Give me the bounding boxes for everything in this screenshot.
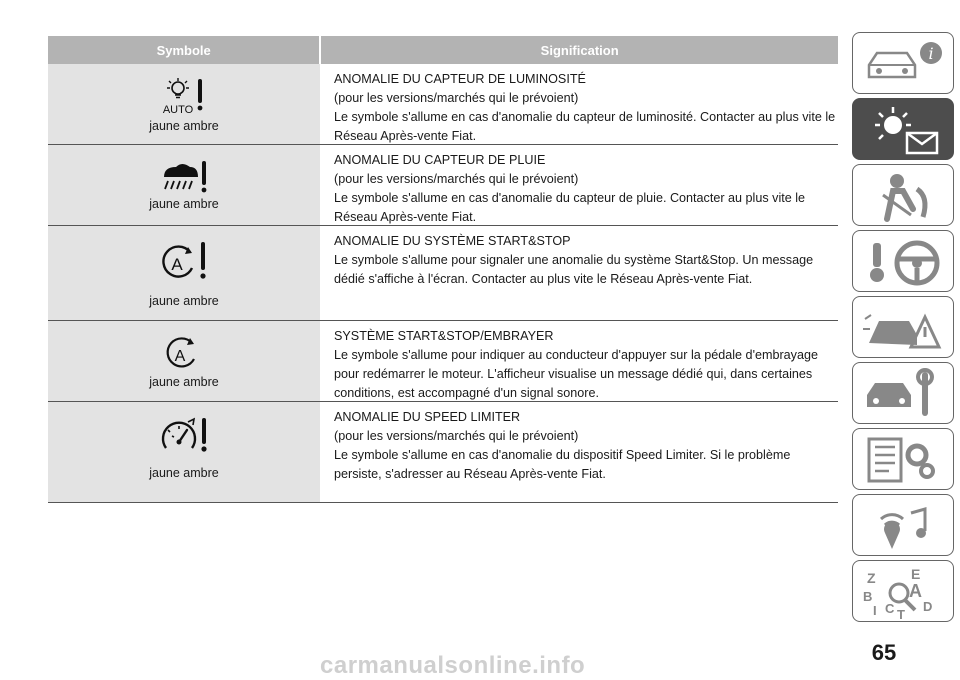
symbol-cell xyxy=(48,145,320,225)
row-line: Réseau Après-vente Fiat. xyxy=(334,210,477,224)
svg-text:I: I xyxy=(873,603,877,618)
svg-text:E: E xyxy=(911,566,921,582)
starting-driving-icon xyxy=(861,235,947,289)
row-line: Le symbole s'allume en cas d'anomalie du capteur de luminosité. Contacter au plus vite le xyxy=(334,110,836,124)
symbol-cell xyxy=(48,321,320,401)
row-line: Réseau Après-vente Fiat. xyxy=(334,129,477,143)
svg-text:A: A xyxy=(909,581,922,601)
color-label: jaune ambre xyxy=(149,197,219,211)
technical-data-icon xyxy=(861,433,947,487)
table-row xyxy=(48,402,838,503)
start-stop-warning-icon xyxy=(154,238,214,284)
row-title: ANOMALIE DU SYSTÈME START&STOP xyxy=(334,234,571,248)
warning-lights-table xyxy=(48,36,838,503)
tab-index[interactable] xyxy=(852,560,954,622)
row-line: Le symbole s'allume en cas d'anomalie du capteur de pluie. Contacter au plus vite le xyxy=(334,191,806,205)
svg-text:i: i xyxy=(928,44,934,63)
color-label: jaune ambre xyxy=(149,119,219,133)
index-icon xyxy=(861,565,947,619)
row-line: dédié s'affiche à l'écran. Contacter au plus vite le Réseau Après-vente Fiat. xyxy=(334,272,753,286)
watermark: carmanualsonline.info xyxy=(320,652,586,679)
tab-car-info[interactable] xyxy=(852,32,954,94)
color-label: jaune ambre xyxy=(149,294,219,308)
warning-lights-icon xyxy=(861,103,947,157)
row-title: ANOMALIE DU CAPTEUR DE LUMINOSITÉ xyxy=(334,72,586,86)
tab-technical-data[interactable] xyxy=(852,428,954,490)
color-label: jaune ambre xyxy=(149,375,219,389)
tab-safety[interactable] xyxy=(852,164,954,226)
table-header xyxy=(48,36,838,64)
row-line: persiste, s'adresser au Réseau Après-vente Fiat. xyxy=(334,467,606,481)
symbol-cell xyxy=(48,226,320,320)
svg-text:A: A xyxy=(171,255,183,274)
rain-sensor-warning-icon xyxy=(154,159,214,195)
car-info-icon xyxy=(861,37,947,91)
meaning-cell xyxy=(320,402,838,502)
emergency-icon xyxy=(861,301,947,355)
row-line: conditions, est accompagné d'un signal sonore. xyxy=(334,386,599,400)
row-line: Le symbole s'allume pour signaler une anomalie du système Start&Stop. Un message xyxy=(334,253,814,267)
tab-multimedia[interactable] xyxy=(852,494,954,556)
chapter-tabs xyxy=(852,32,956,626)
header-meaning: Signification xyxy=(319,36,838,64)
svg-text:AUTO: AUTO xyxy=(162,104,194,116)
row-title: ANOMALIE DU CAPTEUR DE PLUIE xyxy=(334,153,546,167)
tab-starting-driving[interactable] xyxy=(852,230,954,292)
safety-airbag-icon xyxy=(861,169,947,223)
svg-text:T: T xyxy=(897,607,905,619)
table-row xyxy=(48,226,838,321)
row-line: pour redémarrer le moteur. L'afficheur visualise un message dédié qui, dans certaines xyxy=(334,367,813,381)
row-line: (pour les versions/marchés qui le prévoient) xyxy=(334,91,579,105)
tab-warning-lights[interactable] xyxy=(852,98,954,160)
tab-emergency[interactable] xyxy=(852,296,954,358)
tab-maintenance[interactable] xyxy=(852,362,954,424)
header-symbol: Symbole xyxy=(156,42,211,58)
maintenance-icon xyxy=(861,367,947,421)
light-sensor-auto-warning-icon xyxy=(154,75,214,117)
row-line: Le symbole s'allume pour indiquer au conducteur d'appuyer sur la pédale d'embrayage xyxy=(334,348,818,362)
svg-text:B: B xyxy=(863,589,873,604)
row-line: Le symbole s'allume en cas d'anomalie du dispositif Speed Limiter. Si le problème xyxy=(334,448,791,462)
table-row xyxy=(48,64,838,145)
color-label: jaune ambre xyxy=(149,466,219,480)
page-number: 65 xyxy=(871,640,897,665)
meaning-cell xyxy=(320,64,838,144)
meaning-cell xyxy=(320,145,838,225)
table-row xyxy=(48,145,838,226)
svg-text:C: C xyxy=(885,601,895,616)
multimedia-icon xyxy=(861,499,947,553)
row-line: (pour les versions/marchés qui le prévoient) xyxy=(334,429,579,443)
svg-text:Z: Z xyxy=(867,570,876,586)
meaning-cell xyxy=(320,321,838,401)
row-line: (pour les versions/marchés qui le prévoient) xyxy=(334,172,579,186)
row-title: ANOMALIE DU SPEED LIMITER xyxy=(334,410,521,424)
start-stop-clutch-icon xyxy=(162,333,206,373)
row-title: SYSTÈME START&STOP/EMBRAYER xyxy=(334,329,554,343)
svg-text:D: D xyxy=(923,599,933,614)
table-row xyxy=(48,321,838,402)
speed-limiter-warning-icon xyxy=(154,414,214,456)
svg-text:A: A xyxy=(174,348,186,365)
meaning-cell xyxy=(320,226,838,320)
symbol-cell xyxy=(48,64,320,144)
symbol-cell xyxy=(48,402,320,502)
